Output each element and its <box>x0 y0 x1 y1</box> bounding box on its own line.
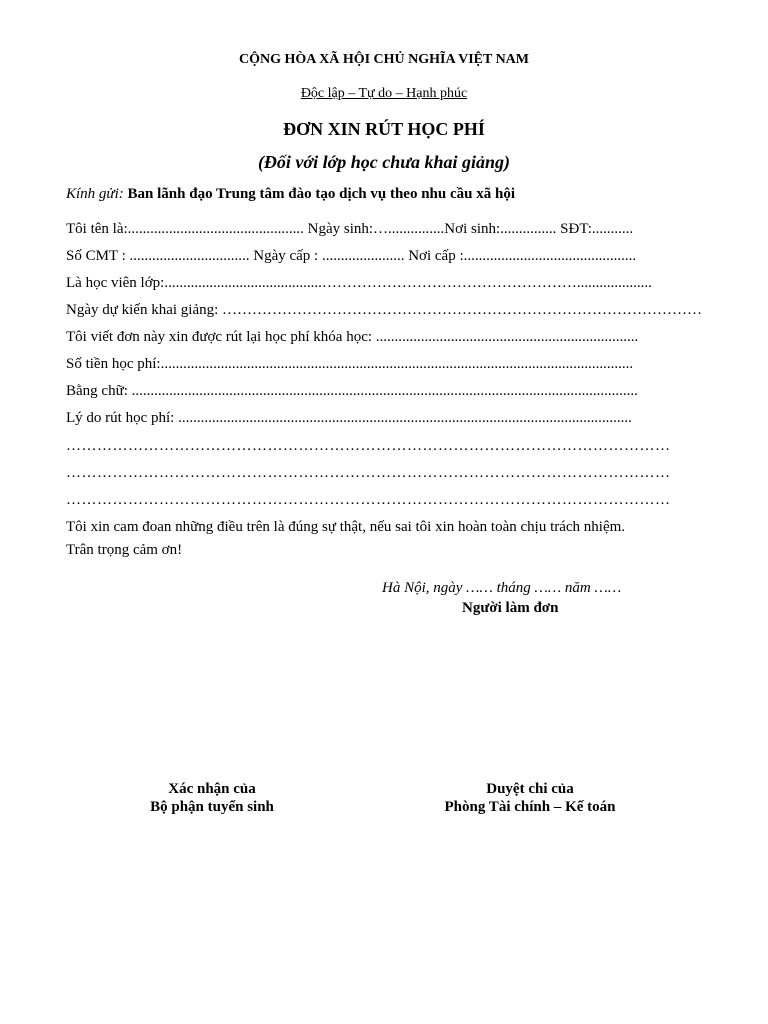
field-reason: Lý do rút học phí: ......................................................................................................................... <box>66 410 632 426</box>
field-start-date: Ngày dự kiến khai giảng: …………………………………………………………………………………… <box>66 302 703 318</box>
recipient-name: Ban lãnh đạo Trung tâm đào tạo dịch vụ theo nhu cầu xã hội <box>127 186 515 202</box>
national-title: CỘNG HÒA XÃ HỘI CHỦ NGHĨA VIỆT NAM <box>238 52 529 67</box>
blank-line: ……………………………………………………………………………………………………… <box>66 492 671 508</box>
finance-label-1: Duyệt chi của <box>486 781 574 797</box>
field-name: Tôi tên là:............................................... Ngày sinh:…...............Nơi sinh:............... SĐT:........... <box>66 221 634 237</box>
form-subtitle: (Đối với lớp học chưa khai giảng) <box>257 152 511 172</box>
admission-confirmation <box>112 780 312 816</box>
admission-label-2: Bộ phận tuyển sinh <box>150 799 274 815</box>
blank-line: ……………………………………………………………………………………………………… <box>66 438 671 454</box>
commitment-text: Tôi xin cam đoan những điều trên là đúng sự thật, nếu sai tôi xin hoàn toàn chịu trách nhiệm. <box>66 519 626 535</box>
recipient-label: Kính gửi: <box>66 186 124 202</box>
finance-label-2: Phòng Tài chính – Kế toán <box>444 799 616 815</box>
recipient-line <box>66 186 515 203</box>
field-class: Là học viên lớp:..........................................…………………………………………….................... <box>66 275 652 291</box>
motto: Độc lập – Tự do – Hạnh phúc <box>300 86 468 101</box>
thanks-text: Trân trọng cảm ơn! <box>66 542 183 558</box>
signer-title: Người làm đơn <box>462 600 559 616</box>
field-amount-words: Bằng chữ: ....................................................................................................................................... <box>66 383 638 399</box>
blank-line: ……………………………………………………………………………………………………… <box>66 465 671 481</box>
field-id-card: Số CMT : ................................ Ngày cấp : ...................... Nơi cấp :.............................................. <box>66 248 637 264</box>
admission-label-1: Xác nhận của <box>168 781 256 797</box>
field-course: Tôi viết đơn này xin được rút lại học phí khóa học: ...................................................................... <box>66 329 639 345</box>
finance-approval <box>415 780 645 816</box>
field-amount: Số tiền học phí:.............................................................................................................................. <box>66 356 634 372</box>
place-date: Hà Nội, ngày …… tháng …… năm …… <box>382 580 622 596</box>
form-title: ĐƠN XIN RÚT HỌC PHÍ <box>283 119 485 139</box>
